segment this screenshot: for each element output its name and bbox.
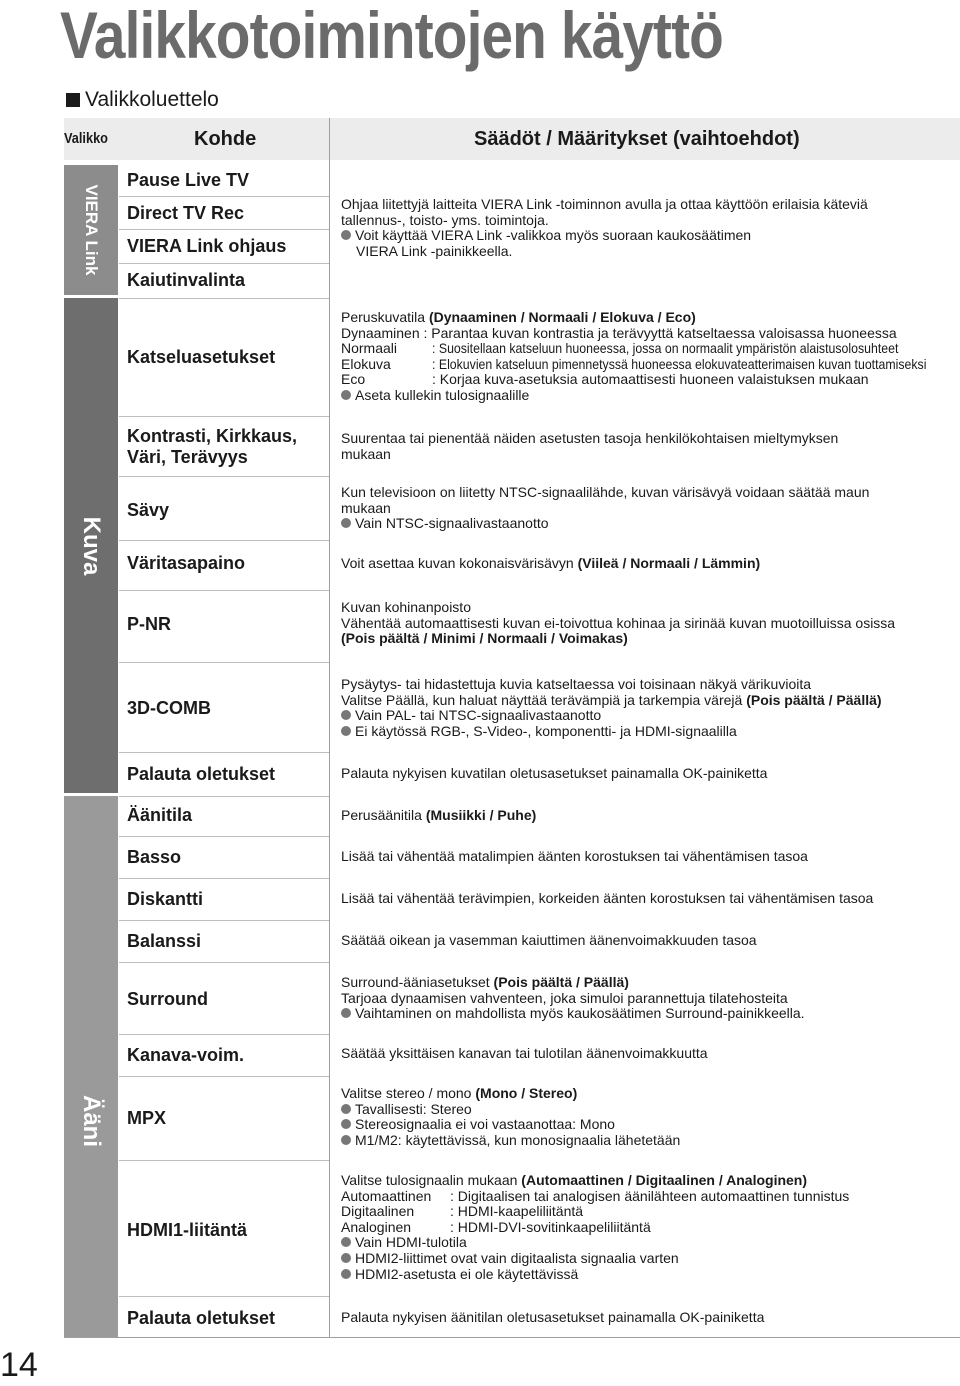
section-title xyxy=(66,88,219,112)
desc-options: (Musiikki / Puhe) xyxy=(425,807,537,823)
desc-savy xyxy=(341,485,869,532)
desc-aanitila xyxy=(341,808,536,824)
desc-term: Digitaalinen xyxy=(341,1203,415,1220)
menu-viera-label: VIERA Link xyxy=(82,184,101,276)
desc-kanava-voim xyxy=(341,1046,708,1062)
row-divider xyxy=(119,1034,329,1035)
desc-hdmi1 xyxy=(341,1173,849,1282)
section-title-text: Valikkoluettelo xyxy=(85,88,219,111)
item-balanssi: Balanssi xyxy=(127,931,202,951)
desc-line: Lisää tai vähentää matalimpien äänten korostuksen tai vähentämisen tasoa xyxy=(341,848,808,864)
row-divider xyxy=(119,416,329,417)
desc-line: Kuvan kohinanpoisto xyxy=(341,599,471,615)
row-divider xyxy=(119,920,329,921)
header-menu: Valikko xyxy=(64,130,108,147)
desc-line: Stereosignaalia ei voi vastaanottaa: Mono xyxy=(355,1116,615,1133)
bullet-icon xyxy=(341,390,351,400)
item-palauta-kuva: Palauta oletukset xyxy=(127,764,276,784)
row-divider xyxy=(119,878,329,879)
desc-line: Palauta nykyisen äänitilan oletusasetukset painamalla OK-painiketta xyxy=(341,1309,765,1325)
desc-line: Valitse stereo / mono xyxy=(341,1085,476,1101)
bullet-icon xyxy=(341,1135,351,1145)
desc-mpx xyxy=(341,1086,680,1148)
desc-line: Pysäytys- tai hidastettuja kuvia katseltaessa voi toisinaan näkyä värikuvioita xyxy=(341,676,812,692)
desc-line: Säätää oikean ja vasemman kaiuttimen äänenvoimakkuuden tasoa xyxy=(341,932,757,948)
desc-line: VIERA Link -painikkeella. xyxy=(356,242,513,259)
bullet-icon xyxy=(341,1104,351,1114)
header-item: Kohde xyxy=(194,128,257,150)
row-divider xyxy=(119,229,329,230)
desc-options: (Viileä / Normaali / Lämmin) xyxy=(577,555,761,571)
desc-line: HDMI2-liittimet ovat vain digitaalista signaalia varten xyxy=(355,1249,679,1266)
row-divider xyxy=(119,590,329,591)
row-divider xyxy=(119,1296,329,1297)
desc-balanssi xyxy=(341,933,757,949)
desc-line: Valitse Päällä, kun haluat näyttää terävämpiä ja tarkempia värejä xyxy=(341,691,747,708)
desc-options: (Pois päältä / Minimi / Normaali / Voimakas) xyxy=(341,630,628,647)
desc-line: mukaan xyxy=(341,499,391,516)
desc-line: Valitse tulosignaalin mukaan xyxy=(341,1172,522,1188)
item-3d-comb: 3D-COMB xyxy=(127,698,211,718)
row-divider xyxy=(119,298,329,299)
desc-line: Voit käyttää VIERA Link -valikkoa myös suoraan kaukosäätimen xyxy=(355,227,752,244)
desc-line: Vaihtaminen on mahdollista myös kaukosäätimen Surround-painikkeella. xyxy=(355,1005,805,1022)
bullet-icon xyxy=(341,710,351,720)
desc-line: Vähentää automaattisesti kuvan ei-toivottua kohinaa ja sirinää kuvan muotoilluissa osissa xyxy=(341,614,896,631)
item-basso: Basso xyxy=(127,847,182,867)
bullet-icon xyxy=(341,1269,351,1279)
desc-line: Säätää yksittäisen kanavan tai tulotilan äänenvoimakkuutta xyxy=(341,1045,708,1061)
desc-line: : Suositellaan katseluun huoneessa, jossa on normaalit ympäristön alaistusolosuhteet xyxy=(432,340,899,357)
item-viera-link-ohjaus: VIERA Link ohjaus xyxy=(127,236,287,256)
bullet-icon xyxy=(341,230,351,240)
desc-term: Elokuva xyxy=(341,355,391,372)
item-pause-live-tv: Pause Live TV xyxy=(127,170,250,190)
row-divider xyxy=(119,836,329,837)
desc-line: : HDMI-DVI-sovitinkaapeliliitäntä xyxy=(450,1218,651,1235)
row-divider xyxy=(119,196,329,197)
item-diskantti: Diskantti xyxy=(127,889,204,909)
item-kaiutinvalinta: Kaiutinvalinta xyxy=(127,270,246,290)
item-kanava-voim: Kanava-voim. xyxy=(127,1045,245,1065)
header-settings: Säädöt / Määritykset (vaihtoehdot) xyxy=(474,128,800,150)
desc-options: (Pois päältä / Päällä) xyxy=(493,974,629,990)
desc-line: Ei käytössä RGB-, S-Video-, komponentti- ja HDMI-signaalilla xyxy=(355,722,737,739)
row-divider xyxy=(119,476,329,477)
desc-line: Vain HDMI-tulotila xyxy=(355,1234,467,1251)
desc-line: Vain NTSC-signaalivastaanotto xyxy=(355,515,549,532)
desc-line: Dynaaminen : Parantaa kuvan kontrastia ja terävyyttä katseltaessa valoisassa huoneessa xyxy=(341,324,897,341)
desc-line: Ohjaa liitettyjä laitteita VIERA Link -toiminnon avulla ja ottaa käyttöön erilaisia käteviä xyxy=(341,196,868,212)
menu-kuva-label: Kuva xyxy=(78,516,105,575)
bullet-icon xyxy=(341,518,351,528)
item-vari-teravyys: Väri, Terävyys xyxy=(127,447,248,467)
desc-term: Eco xyxy=(341,371,366,388)
desc-3d-comb xyxy=(341,677,882,739)
desc-line: M1/M2: käytettävissä, kun monosignaalia lähetetään xyxy=(355,1131,681,1148)
desc-line: tallennus-, toisto- yms. toimintoja. xyxy=(341,211,549,228)
bullet-icon xyxy=(341,1253,351,1263)
desc-line: HDMI2-asetusta ei ole käytettävissä xyxy=(355,1265,579,1282)
row-divider xyxy=(119,1076,329,1077)
bullet-icon xyxy=(341,1237,351,1247)
desc-line: Aseta kullekin tulosignaalille xyxy=(355,386,530,403)
desc-term: Analoginen xyxy=(341,1218,412,1235)
row-divider xyxy=(119,1160,329,1161)
bullet-icon xyxy=(341,726,351,736)
item-mpx: MPX xyxy=(127,1108,167,1128)
row-divider xyxy=(119,962,329,963)
desc-surround xyxy=(341,975,805,1022)
item-direct-tv-rec: Direct TV Rec xyxy=(127,203,245,223)
desc-line: mukaan xyxy=(341,445,391,462)
desc-term: Automaattinen xyxy=(341,1187,432,1204)
desc-kontrasti xyxy=(341,431,838,462)
desc-viera-link xyxy=(341,197,868,259)
desc-line: Tavallisesti: Stereo xyxy=(355,1100,472,1117)
bullet-icon xyxy=(341,1008,351,1018)
page-title: Valikkotoimintojen käyttö xyxy=(60,0,723,72)
desc-options: (Mono / Stereo) xyxy=(475,1085,578,1101)
row-divider xyxy=(119,796,329,797)
item-katseluasetukset: Katseluasetukset xyxy=(127,347,276,367)
desc-options: (Pois päältä / Päällä) xyxy=(746,691,882,708)
row-divider xyxy=(119,752,329,753)
menu-aani xyxy=(64,796,118,1337)
menu-viera-link xyxy=(64,165,118,295)
desc-options: (Automaattinen / Digitaalinen / Analoginen) xyxy=(521,1172,808,1188)
item-varitasapaino: Väritasapaino xyxy=(127,553,246,573)
square-bullet-icon xyxy=(66,93,80,107)
item-kontrasti: Kontrasti, Kirkkaus, xyxy=(127,426,298,446)
desc-palauta-kuva xyxy=(341,766,767,782)
desc-line: Suurentaa tai pienentää näiden asetusten tasoja henkilökohtaisen mieltymyksen xyxy=(341,430,839,446)
item-aanitila: Äänitila xyxy=(127,805,193,825)
desc-basso xyxy=(341,849,808,865)
menu-aani-label: Ääni xyxy=(78,1094,105,1147)
item-surround: Surround xyxy=(127,989,208,1009)
desc-term: Normaali xyxy=(341,340,398,357)
desc-line: Peruskuvatila xyxy=(341,309,429,325)
row-divider xyxy=(119,263,329,264)
desc-line: Tarjoaa dynaamisen vahventeen, joka simuloi parannettuja tilatehosteita xyxy=(341,989,788,1006)
desc-katseluasetukset xyxy=(341,310,960,404)
desc-line: Vain PAL- tai NTSC-signaalivastaanotto xyxy=(355,707,602,724)
row-divider xyxy=(119,662,329,663)
desc-options: (Dynaaminen / Normaali / Elokuva / Eco) xyxy=(428,309,696,325)
table-bottom-border xyxy=(64,1337,960,1338)
menu-kuva xyxy=(64,298,118,793)
desc-line: Surround-ääniasetukset xyxy=(341,974,494,990)
desc-line: : HDMI-kaapeliliitäntä xyxy=(450,1203,584,1220)
desc-line: : Elokuvien katseluun pimennetyssä huoneessa elokuvateatterimaisen kuvan tuottamiseksi xyxy=(432,355,927,372)
desc-line: Voit asettaa kuvan kokonaisvärisävyn xyxy=(341,555,578,571)
desc-line: Lisää tai vähentää terävimpien, korkeiden äänten korostuksen tai vähentämisen tasoa xyxy=(341,890,874,906)
desc-diskantti xyxy=(341,891,873,907)
desc-line: Kun televisioon on liitetty NTSC-signaalilähde, kuvan värisävyä voidaan säätää maun xyxy=(341,484,870,500)
desc-palauta-aani xyxy=(341,1310,764,1326)
item-savy: Sävy xyxy=(127,500,170,520)
item-palauta-aani: Palauta oletukset xyxy=(127,1308,276,1328)
desc-varitasapaino xyxy=(341,556,760,572)
item-hdmi1: HDMI1-liitäntä xyxy=(127,1220,248,1240)
desc-line: : Korjaa kuva-asetuksia automaattisesti huoneen valaistuksen mukaan xyxy=(432,371,869,388)
desc-line: Perusäänitila xyxy=(341,807,426,823)
bullet-icon xyxy=(341,1119,351,1129)
desc-p-nr xyxy=(341,600,895,647)
desc-line: : Digitaalisen tai analogisen äänilähteen automaattinen tunnistus xyxy=(450,1187,850,1204)
table-header xyxy=(64,118,960,160)
row-divider xyxy=(119,540,329,541)
column-divider xyxy=(329,118,330,1337)
item-p-nr: P-NR xyxy=(127,614,171,634)
page-number: 14 xyxy=(0,1346,38,1384)
desc-line: Palauta nykyisen kuvatilan oletusasetukset painamalla OK-painiketta xyxy=(341,765,768,781)
